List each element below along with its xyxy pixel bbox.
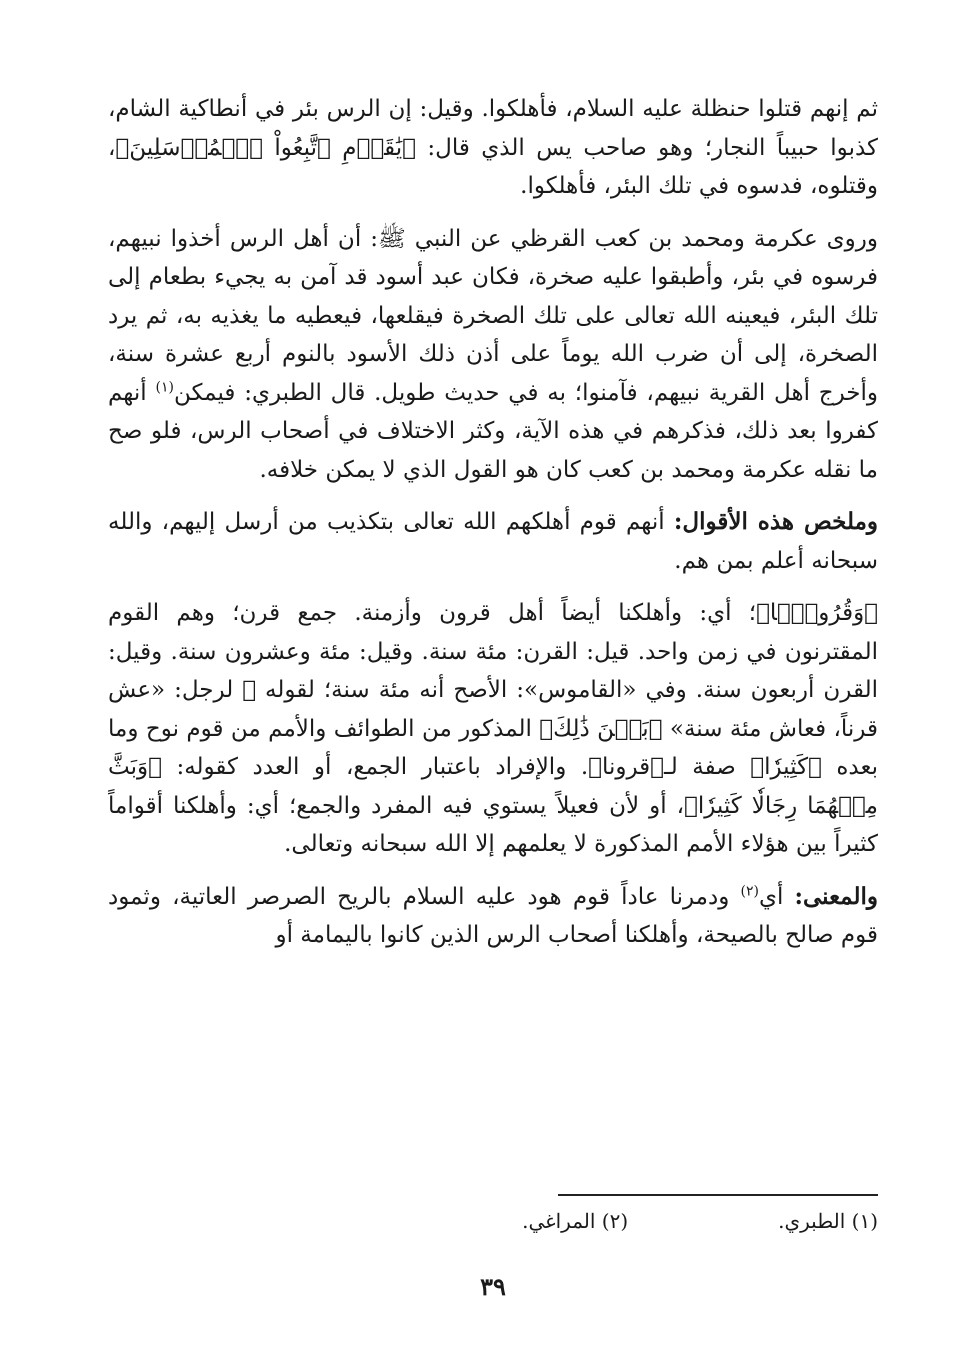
paragraph-3: [108, 503, 878, 580]
footnote-marker-1[interactable]: (١): [155, 378, 174, 395]
footnote-2: (٢) المراغي.: [522, 1209, 629, 1233]
paragraph-2-rest: أنهم كفروا بعد ذلك، فذكرهم في هذه الآية، وكثر الاختلاف في أصحاب الرس، فلو صح ما نقله عكرمة ومحمد بن كعب كان هو القول الذي لا يمكن خلافه.: [108, 379, 878, 483]
footnotes: [108, 1206, 878, 1236]
paragraph-2-text: وروى عكرمة ومحمد بن كعب القرظي عن النبي ﷺ: أن أهل الرس أخذوا نبيهم، فرسوه في بئر، وأطبقوا عليه صخرة، فكان عبد أسود قد آمن به يجيء بطعام إلى تلك البئر، فيعينه الله تعالى على تلك الصخرة فيقلعها، فيعطيه ما يغذيه به، ثم يرد الصخرة، إلى أن ضرب الله يوماً على أذن ذلك الأسود بالنوم أربع عشرة سنة، وأخرج أهل القرية نبيهم، فآمنوا؛ به في حديث طويل. قال الطبري: فيمكن: [108, 225, 879, 406]
paragraph-2: [108, 220, 878, 490]
page-body: [108, 90, 878, 1330]
footnote-marker-2[interactable]: (٢): [740, 882, 759, 899]
paragraph-4: ﴿وَقُرُونَۢا﴾؛ أي: وأهلكنا أيضاً أهل قرون وأزمنة. جمع قرن؛ وهم القوم المقترنون في زمن واحد. قيل: القرن: مئة سنة. وقيل: مئة وعشرون سنة. وقيل: القرن أربعون سنة. وفي «القاموس»: الأصح أنه مئة سنة؛ لقوله ﷺ لرجل: «عش قرناً، فعاش مئة سنة» ﴿بَيۡنَ ذَٰلِكَ﴾ المذكور من الطوائف والأمم من قوم نوح وما بعده ﴿كَثِيرٗا﴾ صفة لـ﴿قرونا﴾. والإفراد باعتبار الجمع، أو العدد كقوله: ﴿وَبَثَّ مِنۡهُمَا رِجَالٗا كَثِيرٗا﴾، أو لأن فعيلاً يستوي فيه المفرد والجمع؛ أي: وأهلكنا أقواماً كثيراً بين هؤلاء الأمم المذكورة لا يعلمهم إلا الله سبحانه وتعالى.: [108, 600, 878, 857]
paragraph-3-lead: وملخص هذه الأقوال:: [673, 508, 879, 535]
paragraph-3-text: أنهم قوم أهلكهم الله تعالى بتكذيب من أرسل إليهم، والله سبحانه أعلم بمن هم.: [108, 509, 878, 574]
paragraph-1: ثم إنهم قتلوا حنظلة عليه السلام، فأهلكوا. وقيل: إن الرس بئر في أنطاكية الشام، كذبوا حبيباً النجار؛ وهو صاحب يس الذي قال: ﴿يَٰقَوۡمِ ٱتَّبِعُواْ ٱلۡمُرۡسَلِينَ﴾، وقتلوه، فدسوه في تلك البئر، فأهلكوا.: [108, 96, 878, 199]
paragraph-5-b: ودمرنا عاداً قوم هود عليه السلام بالريح الصرصر العاتية، وثمود قوم صالح بالصيحة، وأهلكنا أصحاب الرس الذين كانوا باليمامة أو: [108, 883, 878, 948]
footnote-1: (١) الطبري.: [778, 1209, 878, 1233]
paragraph-5-a: أي: [758, 883, 795, 910]
paragraph-5-lead: والمعنى:: [794, 882, 878, 910]
page-number: ٣٩: [480, 1272, 506, 1301]
paragraph-5: [108, 878, 878, 955]
footnote-separator: [558, 1194, 878, 1196]
